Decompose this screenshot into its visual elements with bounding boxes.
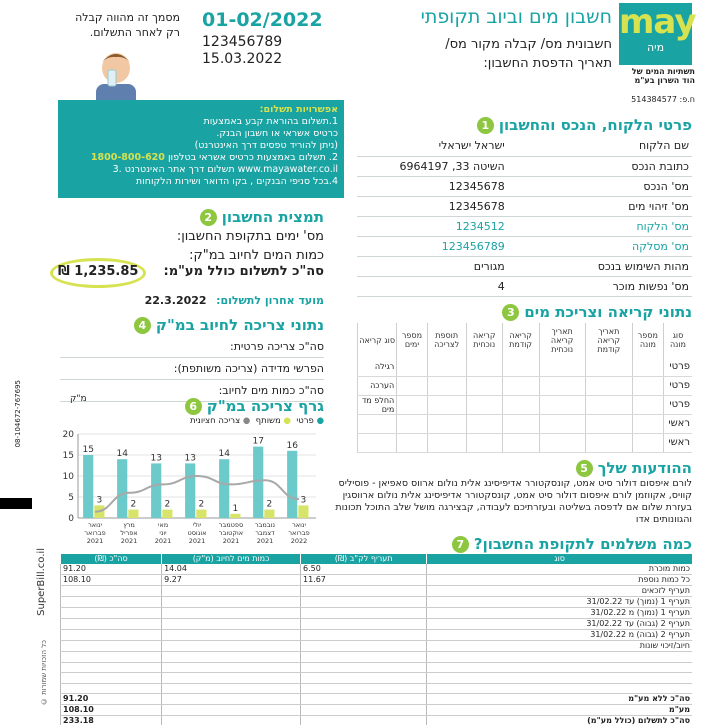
section-2-header: תמצית החשבון 2 <box>60 207 324 226</box>
pay-item: כל כמות נוספת <box>427 575 692 586</box>
customer-details <box>357 136 692 297</box>
row-label: שם הלקוח <box>638 139 689 153</box>
pay-item: תעריף 2 (גבוה) עד 31/02.22 <box>427 619 692 630</box>
reading-cell <box>539 433 585 452</box>
section-1-header: פרטי הלקוח, הנכס והחשבון 1 <box>357 115 692 134</box>
meter-type: פרטי <box>663 395 692 414</box>
pay-value <box>61 630 162 641</box>
bill-period: 01-02/2022 <box>202 9 323 31</box>
pay-item: מע"מ <box>427 705 692 716</box>
customer-row <box>357 196 692 216</box>
pay-value: 11.67 <box>300 575 426 586</box>
reading-type: רגילה <box>358 357 397 376</box>
pay-item: חיוב/זיכוי שונות <box>427 641 692 652</box>
customer-row <box>357 156 692 176</box>
x-tick-label: אוקטובר <box>218 529 244 537</box>
bar-private <box>287 451 297 518</box>
pay-item: כמות מוכרת <box>427 564 692 575</box>
invoice-number: 123456789 <box>202 34 283 50</box>
reading-cell <box>585 357 632 376</box>
x-tick-label: 2021 <box>86 537 104 545</box>
bar-label-private: 17 <box>252 436 264 447</box>
row-value: השיטה 33, 6964197 <box>399 159 505 173</box>
reading-row <box>358 433 693 452</box>
pay-col-header: כמות מים לחיוב (מ"ק) <box>162 554 301 564</box>
pay-value <box>300 716 426 725</box>
bar-label-private: 14 <box>218 449 230 460</box>
pay-value: 108.10 <box>61 705 162 716</box>
due-date-row <box>60 294 324 307</box>
pay-item <box>427 683 692 694</box>
pay-value <box>162 641 301 652</box>
pay-value <box>300 597 426 608</box>
x-tick-label: 2022 <box>290 537 308 545</box>
readings-col-header: מספר ימים <box>397 323 427 357</box>
pay-value <box>300 652 426 663</box>
section-6-header: גרף צריכה במ"ק 6 <box>150 396 324 415</box>
reading-row <box>358 357 693 376</box>
row-value: 123456789 <box>441 239 505 253</box>
pay-row <box>61 716 693 725</box>
pay-item: תעריף 2 (גבוה) מ 31/02.22 <box>427 630 692 641</box>
row-label: מס' נפשות מוכר <box>612 279 689 293</box>
x-tick-label: דצמבר <box>255 529 275 537</box>
readings-col-header: קריאה נוכחית <box>466 323 502 357</box>
pay-value <box>61 662 162 673</box>
bar-shared <box>264 510 274 518</box>
reading-cell <box>502 395 539 414</box>
x-tick-label: ינואר <box>88 521 102 529</box>
bar-label-shared: 3 <box>300 495 307 506</box>
bar-shared <box>196 510 206 518</box>
reading-cell <box>585 433 632 452</box>
section-3-header: נתוני קריאה וצריכת מים 3 <box>357 302 692 321</box>
pay-value <box>300 705 426 716</box>
logo-sub: מיה <box>646 41 665 54</box>
bar-private <box>219 459 229 518</box>
x-tick-label: נובמבר <box>255 521 275 529</box>
section-4-header: נתוני צריכה לחיוב במ"ק 4 <box>60 315 324 334</box>
x-tick-label: 2021 <box>120 537 138 545</box>
pay-value <box>162 716 301 725</box>
reading-row <box>358 376 693 395</box>
pay-item: תעריף לזכאים <box>427 586 692 597</box>
tagline: תשתיות המים של הוד השרון בע"מ <box>631 67 695 85</box>
bar-shared <box>298 505 308 518</box>
due-date-label: מועד אחרון לתשלום: <box>216 294 324 307</box>
y-tick-label: 20 <box>62 430 74 440</box>
x-tick-label: יוני <box>159 529 167 537</box>
row-value: ישראל ישראלי <box>438 139 505 153</box>
pay-value <box>61 683 162 694</box>
bar-label-shared: 2 <box>164 499 171 510</box>
pay-value <box>61 608 162 619</box>
phone-number[interactable]: 1800-800-620 <box>90 152 165 163</box>
bar-label-private: 14 <box>116 449 128 460</box>
customer-row <box>357 236 692 256</box>
pay-value <box>162 673 301 684</box>
pay-value <box>300 662 426 673</box>
billing-days: מס' ימים בתקופת החשבון: <box>176 229 324 244</box>
y-tick-label: 5 <box>68 493 74 503</box>
bar-label-shared: 3 <box>96 495 103 506</box>
pay-row <box>61 586 693 597</box>
pay-value <box>300 673 426 684</box>
bar-label-private: 16 <box>286 440 298 451</box>
pay-value <box>61 619 162 630</box>
customer-row <box>357 216 692 236</box>
pay-row <box>61 575 693 586</box>
row-value: 4 <box>497 279 505 293</box>
payment-table <box>60 554 692 725</box>
bar-label-shared: 1 <box>232 503 239 514</box>
reading-row <box>358 395 693 414</box>
pay-value <box>61 586 162 597</box>
bill-title: חשבון מים וביוב תקופתי <box>420 6 612 28</box>
reading-type <box>358 414 397 433</box>
reading-cell <box>397 414 427 433</box>
readings-col-header: תאריך קריאה נוכחית <box>539 323 585 357</box>
pay-value <box>162 683 301 694</box>
pay-value <box>61 673 162 684</box>
reading-cell <box>397 433 427 452</box>
bar-private <box>185 463 195 518</box>
reading-cell <box>539 395 585 414</box>
meter-type: ראשי <box>663 433 692 452</box>
pay-row <box>61 673 693 684</box>
pay-row <box>61 683 693 694</box>
reading-cell <box>427 433 466 452</box>
bar-private <box>253 447 263 518</box>
pay-value <box>162 619 301 630</box>
pay-value: 233.18 <box>61 716 162 725</box>
pay-row <box>61 564 693 575</box>
readings-col-header: קריאה קודמת <box>502 323 539 357</box>
x-tick-label: פברואר <box>84 529 106 537</box>
pay-item: תעריף 1 (נמוך) עד 31/02.22 <box>427 597 692 608</box>
total-label: סה"כ לתשלום כולל מע"מ: <box>163 264 324 279</box>
x-tick-label: אוגוסט <box>187 529 207 537</box>
pay-value <box>300 586 426 597</box>
meter-type: פרטי <box>663 357 692 376</box>
readings-col-header: סוג קריאה <box>358 323 397 357</box>
readings-col-header: תאריך קריאה קודמת <box>585 323 632 357</box>
reading-type: הערכה <box>358 376 397 395</box>
reading-cell <box>632 414 663 433</box>
chart-unit: מ"ק <box>70 394 87 404</box>
consumption-lines: סה"כ צריכה פרטית: הפרשי מדידה (צריכה משותפת): סה"כ כמות מים לחיוב: <box>60 336 324 402</box>
row-label: מס' הנכס <box>643 179 689 193</box>
reading-cell <box>427 376 466 395</box>
reading-cell <box>427 395 466 414</box>
customer-row <box>357 176 692 196</box>
x-tick-label: יולי <box>192 521 202 529</box>
pay-value <box>300 619 426 630</box>
readings-col-header: תוספת לצריכה <box>427 323 466 357</box>
reading-row <box>358 414 693 433</box>
reading-cell <box>466 395 502 414</box>
x-tick-label: פברואר <box>288 529 310 537</box>
logo-text: may <box>619 2 696 42</box>
pay-row <box>61 597 693 608</box>
reading-cell <box>466 433 502 452</box>
customer-row <box>357 136 692 156</box>
pay-value <box>300 608 426 619</box>
pay-row <box>61 705 693 716</box>
consumption-chart <box>58 420 324 550</box>
pay-value <box>162 652 301 663</box>
bar-private <box>83 455 93 518</box>
section-7-header: כמה משלמים לתקופת החשבון? 7 <box>357 534 692 553</box>
pay-value: 108.10 <box>61 575 162 586</box>
x-tick-label: 2021 <box>154 537 172 545</box>
pay-item: תעריף 1 (נמוך) מ 31/02.22 <box>427 608 692 619</box>
reading-cell <box>585 395 632 414</box>
row-label: כתובת הנכס <box>631 159 689 173</box>
bar-label-private: 15 <box>82 445 94 455</box>
header-line1: חשבונית מס/ קבלה מקור מס/ <box>445 37 612 52</box>
pay-value <box>300 694 426 705</box>
row-value: 12345678 <box>448 199 505 213</box>
pay-item: סה"כ לתשלום (כולל מע"מ) <box>427 716 692 725</box>
row-value: מגורים <box>473 259 505 273</box>
row-label: מהות השימוש בנכס <box>597 259 689 273</box>
reading-cell <box>466 357 502 376</box>
meter-type: ראשי <box>663 414 692 433</box>
pay-value <box>162 705 301 716</box>
y-tick-label: 0 <box>68 514 74 524</box>
x-tick-label: ינואר <box>292 521 306 529</box>
reading-cell <box>632 376 663 395</box>
bar-private <box>151 463 161 518</box>
reading-cell <box>466 376 502 395</box>
section-5-header: ההודעות שלך 5 <box>357 458 692 477</box>
bar-shared <box>162 510 172 518</box>
logo <box>619 2 696 65</box>
readings-col-header: מספר מונה <box>632 323 663 357</box>
pay-value <box>162 608 301 619</box>
due-date: 22.3.2022 <box>144 294 207 307</box>
pay-value <box>162 597 301 608</box>
superbill-brand: SuperBill.co.il <box>36 548 47 616</box>
pay-row <box>61 630 693 641</box>
pay-item: סה"כ ללא מע"מ <box>427 694 692 705</box>
pay-value <box>61 641 162 652</box>
pay-value <box>61 652 162 663</box>
pay-row <box>61 652 693 663</box>
pay-value: 14.04 <box>162 564 301 575</box>
bar-label-private: 13 <box>150 453 162 464</box>
reading-cell <box>632 395 663 414</box>
pay-item <box>427 673 692 684</box>
pay-col-header: תעריף לק"ב (₪) <box>300 554 426 564</box>
reading-cell <box>427 414 466 433</box>
pay-col-header: סה"כ (₪) <box>61 554 162 564</box>
row-value: 1234512 <box>455 219 505 233</box>
chart-legend: ● פרטי ● משותף ● צריכה חציונית <box>189 416 324 426</box>
row-value: 12345678 <box>448 179 505 193</box>
bar-private <box>117 459 127 518</box>
row-label: מס' הלקוח <box>636 219 689 233</box>
reading-cell <box>427 357 466 376</box>
pay-value: 91.20 <box>61 694 162 705</box>
pay-value <box>300 630 426 641</box>
reading-cell <box>502 357 539 376</box>
reading-cell <box>466 414 502 433</box>
pay-value: 6.50 <box>300 564 426 575</box>
reading-cell <box>585 414 632 433</box>
bar-label-shared: 2 <box>130 499 137 510</box>
x-tick-label: מרץ <box>123 521 135 529</box>
reading-cell <box>539 376 585 395</box>
header-line2: תאריך הדפסת החשבון: <box>483 56 612 71</box>
copyright-note: © כל הזכויות שמורות <box>40 640 48 706</box>
legend-shared: משותף <box>255 416 281 426</box>
row-label: מס' מסלקה <box>632 239 689 253</box>
x-tick-label: אפריל <box>120 529 138 537</box>
bar-label-shared: 2 <box>198 499 205 510</box>
pay-value: 91.20 <box>61 564 162 575</box>
pay-value <box>162 586 301 597</box>
bar-shared <box>128 510 138 518</box>
x-tick-label: 2021 <box>188 537 206 545</box>
x-tick-label: ספטמבר <box>218 521 244 529</box>
pay-row <box>61 694 693 705</box>
row-label: מס' זיהוי מים <box>628 199 689 213</box>
pay-item <box>427 652 692 663</box>
side-black-bar <box>0 498 32 509</box>
pay-value <box>162 662 301 673</box>
pay-value <box>61 597 162 608</box>
print-date: 15.03.2022 <box>202 51 283 67</box>
reading-cell <box>539 414 585 433</box>
reading-type <box>358 433 397 452</box>
pay-col-header: סוג <box>427 554 692 564</box>
legend-avg: צריכה חציונית <box>189 416 241 426</box>
meter-type: פרטי <box>663 376 692 395</box>
y-tick-label: 10 <box>62 472 74 482</box>
bar-label-private: 13 <box>184 453 196 464</box>
receipt-note: מסמך זה מהווה קבלה רק לאחר התשלום. <box>75 11 180 39</box>
pay-value <box>162 630 301 641</box>
readings-table <box>357 323 692 453</box>
company-number: ח.פ: 514384577 <box>631 95 695 104</box>
reading-cell <box>632 357 663 376</box>
bar-shared <box>230 514 240 518</box>
reading-cell <box>539 357 585 376</box>
reading-cell <box>502 414 539 433</box>
pay-row <box>61 662 693 673</box>
pay-value: 9.27 <box>162 575 301 586</box>
messages-text: לורם איפסום דולור סיט אמט, קונסקטורר אדיפיסינג אלית נולום ארווס סאפיאן - פוסיליס קוויס, אקווזמן לורם איפסום דולור סיט אמט, קונסקטורר אדיפיסינג אלית נולום ארווסגין בעזרת שלום אם לדפסה בשליטה ובעזרתיכם לעבודה, קבצירגה מושל שלב התוכל תכונות והגוונותים אדו <box>335 478 692 525</box>
x-tick-label: מאי <box>157 521 169 529</box>
pay-item <box>427 662 692 673</box>
pay-row <box>61 641 693 652</box>
total-amount: ₪ 1,235.85 <box>58 264 139 279</box>
readings-col-header: סוג מונה <box>663 323 692 357</box>
side-code: 08-104672-767695 <box>14 380 22 448</box>
reading-cell <box>397 357 427 376</box>
bar-label-shared: 2 <box>266 499 273 510</box>
y-tick-label: 15 <box>62 451 74 461</box>
pay-value <box>300 641 426 652</box>
pay-value <box>300 683 426 694</box>
payment-options-box: אפשרויות תשלום: 1.תשלום בהוראת קבע באמצעות כרטיס אשראי או חשבון הבנק. (ניתן להוריד טפסים דרך האינטרנט) 2. תשלום באמצעות כרטיס אשראי בטלפון 1800-800-620 www.mayawater.co.il תשלום דרך אתר האינטרנט .3 4.בכל סניפי הבנקים , בקו הדואר ושירות הלקוחות <box>58 100 344 198</box>
customer-row <box>357 276 692 296</box>
reading-type: החלפ מד מים <box>358 395 397 414</box>
pay-row <box>61 608 693 619</box>
reading-cell <box>502 376 539 395</box>
pay-row <box>61 619 693 630</box>
reading-cell <box>632 433 663 452</box>
x-tick-label: 2021 <box>222 537 240 545</box>
payment-options-title: אפשרויות תשלום: <box>259 104 338 115</box>
reading-cell <box>397 395 427 414</box>
pay-value <box>162 694 301 705</box>
reading-cell <box>585 376 632 395</box>
legend-private: פרטי <box>296 416 314 426</box>
x-tick-label: 2021 <box>256 537 274 545</box>
customer-row <box>357 256 692 276</box>
billing-quantity: כמות המים לחיוב במ"ק: <box>189 248 324 263</box>
reading-cell <box>397 376 427 395</box>
reading-cell <box>502 433 539 452</box>
